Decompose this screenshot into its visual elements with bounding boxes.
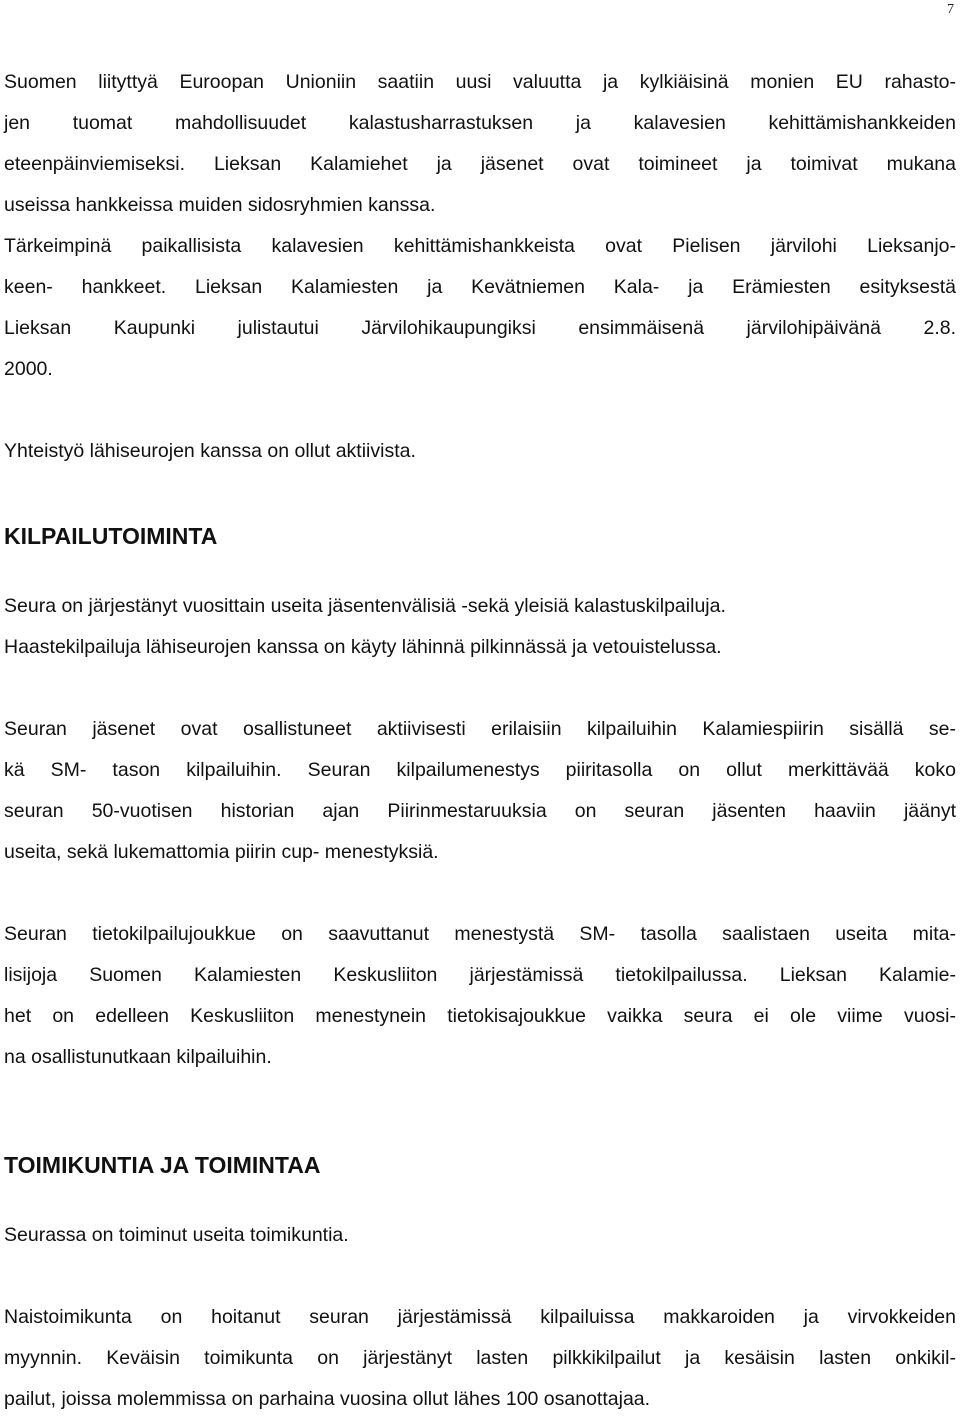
paragraph-line: Suomen liityttyä Euroopan Unioniin saatiin uusi valuutta ja kylkiäisinä monien EU rahasto- — [4, 71, 956, 93]
paragraph-line: jen tuomat mahdollisuudet kalastusharrastuksen ja kalavesien kehittämishankkeiden — [4, 112, 956, 134]
paragraph-line: pailut, joissa molemmissa on parhaina vuosina ollut lähes 100 osanottajaa. — [4, 1388, 651, 1410]
paragraph-line: keen- hankkeet. Lieksan Kalamiesten ja Kevätniemen Kala- ja Erämiesten esityksestä — [4, 276, 956, 298]
paragraph-line: Seuran jäsenet ovat osallistuneet aktiivisesti erilaisiin kilpailuihin Kalamiespiirin sisällä se- — [4, 718, 956, 740]
paragraph-line: Seurassa on toiminut useita toimikuntia. — [4, 1224, 349, 1246]
paragraph-line: Haastekilpailuja lähiseurojen kanssa on käyty lähinnä pilkinnässä ja vetouistelussa. — [4, 636, 722, 658]
paragraph-line: Tärkeimpinä paikallisista kalavesien kehittämishankkeista ovat Pielisen järvilohi Lieksanjo- — [4, 235, 956, 257]
section-heading-kilpailutoiminta: KILPAILUTOIMINTA — [4, 523, 218, 549]
paragraph-line: Naistoimikunta on hoitanut seuran järjestämissä kilpailuissa makkaroiden ja virvokkeiden — [4, 1306, 956, 1328]
section-heading-toimikuntia: TOIMIKUNTIA JA TOIMINTAA — [4, 1152, 321, 1178]
page-number: 7 — [947, 2, 954, 17]
paragraph-line: Lieksan Kaupunki julistautui Järvilohikaupungiksi ensimmäisenä järvilohipäivänä 2.8. — [4, 317, 956, 339]
paragraph-line: Seura on järjestänyt vuosittain useita jäsentenvälisiä -sekä yleisiä kalastuskilpailuja. — [4, 595, 726, 617]
paragraph-line: useita, sekä lukemattomia piirin cup- menestyksiä. — [4, 841, 439, 863]
paragraph-line: kä SM- tason kilpailuihin. Seuran kilpailumenestys piiritasolla on ollut merkittävää koko — [4, 759, 956, 781]
paragraph-line: seuran 50-vuotisen historian ajan Piirinmestaruuksia on seuran jäsenten haaviin jäänyt — [4, 800, 956, 822]
paragraph-line: myynnin. Keväisin toimikunta on järjestänyt lasten pilkkikilpailut ja kesäisin lasten onkikil- — [4, 1347, 956, 1369]
paragraph-line: 2000. — [4, 358, 53, 380]
paragraph-line: eteenpäinviemiseksi. Lieksan Kalamiehet ja jäsenet ovat toimineet ja toimivat mukana — [4, 153, 956, 175]
paragraph-line: Seuran tietokilpailujoukkue on saavuttanut menestystä SM- tasolla saalistaen useita mita- — [4, 923, 956, 945]
paragraph-line: na osallistunutkaan kilpailuihin. — [4, 1046, 272, 1068]
paragraph-line: het on edelleen Keskusliiton menestynein tietokisajoukkue vaikka seura ei ole viime vuosi- — [4, 1005, 956, 1027]
paragraph-line: useissa hankkeissa muiden sidosryhmien kanssa. — [4, 194, 436, 216]
paragraph-line: Yhteistyö lähiseurojen kanssa on ollut aktiivista. — [4, 440, 416, 462]
paragraph-line: lisijoja Suomen Kalamiesten Keskusliiton järjestämissä tietokilpailussa. Lieksan Kalamie- — [4, 964, 956, 986]
